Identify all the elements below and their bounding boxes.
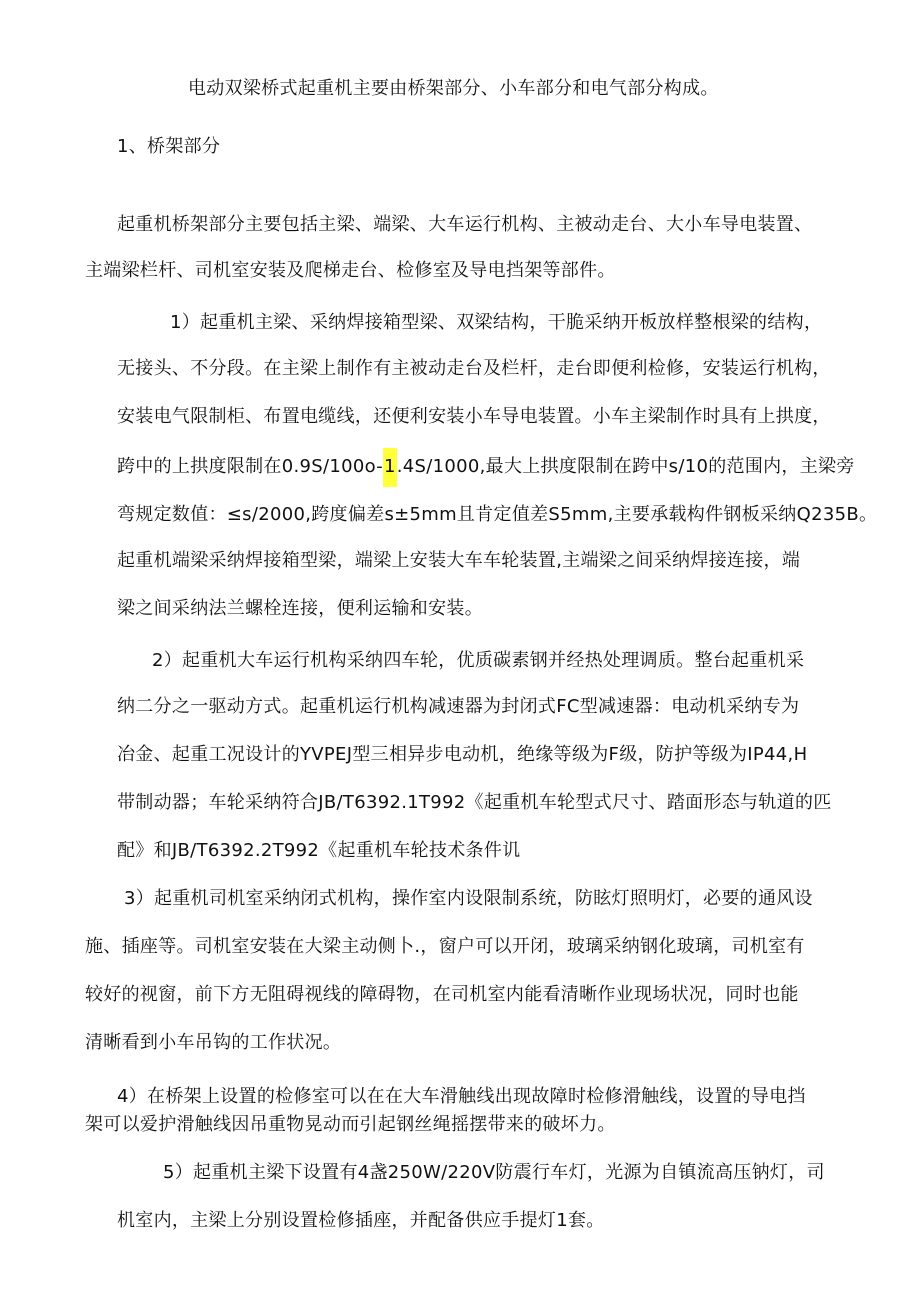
- paragraph-3-line: 较好的视窗，前下方无阻碍视线的障碍物，在司机室内能看清晰作业现场状况，同时也能: [85, 984, 799, 1005]
- paragraph-2-line: 配》和JB/T6392.2T992《起重机车轮技术条件讥: [117, 840, 521, 861]
- paragraph-2-line: 冶金、起重工况设计的YVPEJ型三相异步电动机，绝缘等级为F级，防护等级为IP44,H: [117, 744, 808, 765]
- text-segment: 跨中的上拱度限制在0.9S/100o-: [117, 456, 384, 477]
- paragraph-5-line: 机室内，主梁上分别设置检修插座，并配备供应手提灯1套。: [117, 1210, 605, 1231]
- paragraph-2-line: 2）起重机大车运行机构采纳四车轮，优质碳素钢并经热处理调质。整台起重机采: [152, 650, 805, 671]
- paragraph-1-line: 弯规定数值：≤s/2000,跨度偏差s±5mm且肯定值差S5mm,主要承载构件钢板采纳Q235B。: [117, 504, 878, 525]
- paragraph-1-line: 无接头、不分段。在主梁上制作有主被动走台及栏杆，走台即便利检修，安装运行机构，: [117, 358, 831, 379]
- highlighted-text: 1: [383, 448, 397, 487]
- paragraph-2-line: 带制动器；车轮采纳符合JB/T6392.1T992《起重机车轮型式尺寸、踏面形态与轨道的匹: [117, 792, 832, 813]
- paragraph-1-line: 安装电气限制柜、布置电缆线，还便利安装小车导电装置。小车主梁制作时具有上拱度，: [117, 406, 831, 427]
- overview-line: 主端梁栏杆、司机室安装及爬梯走台、检修室及导电挡架等部件。: [85, 260, 616, 281]
- text-segment: .4S/1000,最大上拱度限制在跨中s/10的范围内，主梁旁: [396, 456, 855, 477]
- paragraph-3-line: 施、插座等。司机室安装在大梁主动侧卜.，窗户可以开闭，玻璃采纳钢化玻璃，司机室有: [85, 936, 805, 957]
- paragraph-1-line: 梁之间采纳法兰螺栓连接，便利运输和安装。: [117, 598, 483, 619]
- paragraph-5-line: 5）起重机主梁下设置有4盏250W/220V防震行车灯，光源为自镇流高压钠灯，司: [163, 1162, 825, 1183]
- paragraph-3-line: 清晰看到小车吊钩的工作状况。: [85, 1032, 342, 1053]
- paragraph-4-line: 4）在桥架上设置的检修室可以在在大车滑触线出现故障时检修滑触线，设置的导电挡: [117, 1086, 806, 1107]
- paragraph-2-line: 纳二分之一驱动方式。起重机运行机构减速器为封闭式FC型减速器：电动机采纳专为: [117, 696, 800, 717]
- paragraph-3-line: 3）起重机司机室采纳闭式机构，操作室内设限制系统，防眩灯照明灯，必要的通风设: [124, 888, 813, 909]
- paragraph-1-line: 1）起重机主梁、采纳焊接箱型梁、双梁结构，干脆采纳开板放样整根梁的结构，: [170, 312, 823, 333]
- section-heading: 1、桥架部分: [117, 136, 221, 157]
- intro-line: 电动双梁桥式起重机主要由桥架部分、小车部分和电气部分构成。: [188, 78, 719, 99]
- paragraph-4-line: 架可以爱护滑触线因吊重物晃动而引起钢丝绳摇摆带来的破坏力。: [85, 1114, 616, 1135]
- paragraph-1-line: 起重机端梁采纳焊接箱型梁，端梁上安装大车车轮装置,主端梁之间采纳焊接连接，端: [117, 550, 801, 571]
- overview-line: 起重机桥架部分主要包括主梁、端梁、大车运行机构、主被动走台、大小车导电装置、: [117, 214, 813, 235]
- paragraph-1-line: [117, 454, 855, 480]
